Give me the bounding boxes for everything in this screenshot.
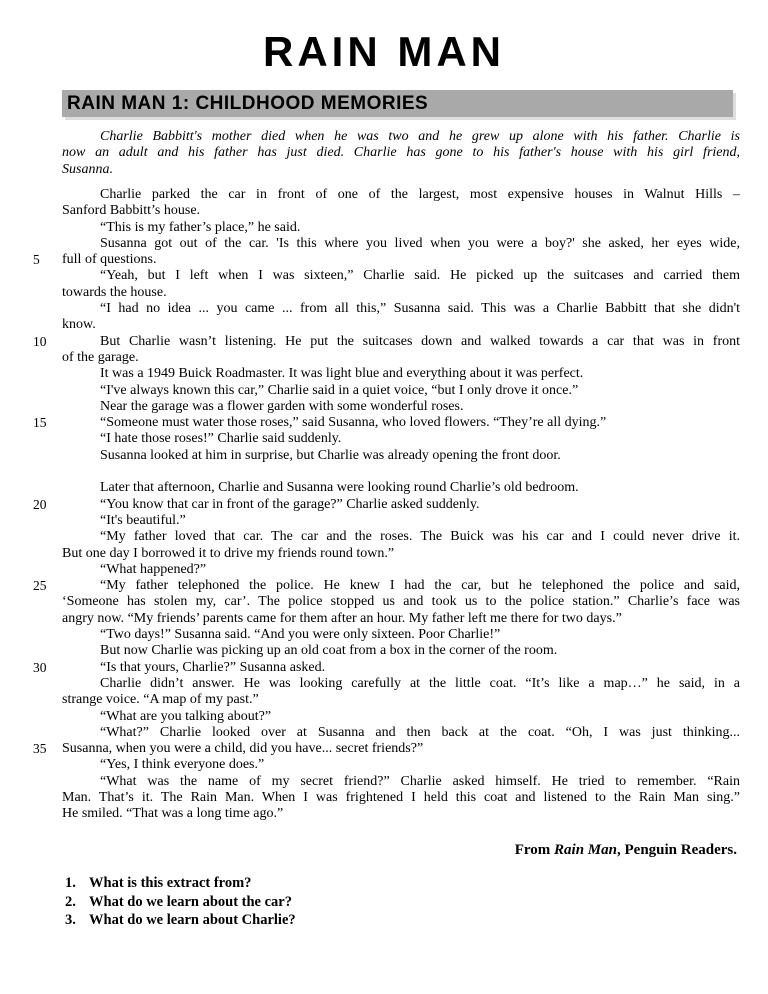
line-number: 10 (33, 333, 47, 349)
question-number: 3. (65, 912, 76, 929)
passage-line (62, 268, 740, 284)
question-text: What do we learn about Charlie? (89, 912, 296, 929)
source-attribution (62, 842, 737, 859)
passage-line-text: “My father telephoned the police. He knew I had the car, but he telephoned the police and said, (100, 578, 740, 594)
passage-line (62, 203, 740, 219)
passage-line (62, 513, 740, 529)
intro-line (62, 145, 740, 161)
passage-line-text: “It's beautiful.” (100, 512, 186, 528)
passage-line-text: “What happened?” (100, 561, 207, 577)
passage-line (62, 480, 740, 496)
passage-line (62, 774, 740, 790)
passage-line (62, 806, 740, 822)
passage-line (62, 709, 740, 725)
passage-line (62, 676, 740, 692)
question-text: What is this extract from? (89, 875, 252, 891)
passage-line (33, 252, 740, 268)
passage-line-text: know. (62, 317, 96, 333)
question-item (65, 893, 725, 912)
line-number: 30 (33, 659, 47, 675)
section-header-label: RAIN MAN 1: CHILDHOOD MEMORIES (67, 93, 429, 114)
passage-line-text: “Yes, I think everyone does.” (100, 757, 265, 773)
passage-line (62, 448, 740, 464)
passage-line (62, 546, 740, 562)
passage-line-text: “Is that yours, Charlie?” Susanna asked. (100, 659, 326, 675)
passage-line (33, 578, 740, 594)
passage-line (62, 757, 740, 773)
passage-line-text: But now Charlie was picking up an old coat from a box in the corner of the room. (100, 643, 558, 659)
passage-line-text: Later that afternoon, Charlie and Susanna were looking round Charlie’s old bedroom. (100, 480, 579, 496)
passage-line (62, 529, 740, 545)
passage-line (33, 659, 740, 676)
passage-line-text: Susanna looked at him in surprise, but Charlie was already opening the front door. (100, 447, 561, 463)
question-number: 1. (65, 875, 76, 891)
passage-line (62, 611, 740, 627)
line-number: 20 (33, 496, 47, 512)
passage-line-text: “Someone must water those roses,” said Susanna, who loved flowers. “They’re all dying.” (100, 415, 607, 431)
passage-line-text: “I've always known this car,” Charlie said in a quiet voice, “but I only drove it once.” (100, 382, 579, 398)
passage-line-text: Susanna, when you were a child, did you have... secret friends?” (62, 741, 424, 757)
passage-line (62, 464, 740, 480)
passage-line (62, 562, 740, 578)
passage-line-text: “What?” Charlie looked over at Susanna and then back at the coat. “Oh, I was just thinking... (100, 724, 740, 740)
passage-line-text: towards the house. (62, 284, 167, 300)
passage-line-text: He smiled. “That was a long time ago.” (62, 806, 284, 822)
passage-line (62, 790, 740, 806)
questions-list (65, 874, 725, 930)
passage-text (33, 187, 740, 823)
passage-line-text: But one day I borrowed it to drive my friends round town.” (62, 545, 395, 561)
section-header-banner (62, 90, 733, 117)
passage-line-text: But Charlie wasn’t listening. He put the suitcases down and walked towards a car that was in front (100, 333, 740, 349)
passage-line-text: angry now. “My friends’ parents came for them after an hour. My father left me there for two days.” (62, 610, 622, 626)
intro-line (62, 129, 740, 145)
passage-line-text: Charlie didn’t answer. He was looking carefully at the little coat. “It’s like a map…” he said, in a (100, 675, 740, 691)
passage-line-text: Susanna got out of the car. 'Is this where you lived when you were a boy?' she asked, her eyes wide, (100, 235, 740, 251)
passage-line (62, 187, 740, 203)
passage-line (62, 350, 740, 366)
passage-line-text: “Yeah, but I left when I was sixteen,” Charlie said. He picked up the suitcases and carried them (100, 268, 740, 284)
line-number: 35 (33, 741, 47, 757)
passage-line (62, 399, 740, 415)
question-item (65, 911, 725, 930)
passage-line-text: “Two days!” Susanna said. “And you were only sixteen. Poor Charlie!” (100, 627, 501, 643)
passage-line (33, 741, 740, 757)
passage-line-text: “This is my father’s place,” he said. (100, 219, 301, 235)
passage-line (62, 236, 740, 252)
intro-line-text: Charlie Babbitt's mother died when he was two and he grew up alone with his father. Charlie is (100, 129, 740, 144)
passage-line (62, 301, 740, 317)
line-number: 5 (33, 252, 40, 268)
page-title: RAIN MAN (263, 28, 505, 75)
passage-line-text: full of questions. (62, 252, 157, 268)
source-prefix: From (514, 842, 555, 858)
passage-line-text: Man. That’s it. The Rain Man. When I was frightened I held this coat and listened to the Rain Man sing.” (62, 789, 740, 805)
passage-line-text: “You know that car in front of the garage?” Charlie asked suddenly. (100, 496, 480, 512)
passage-line-text: ‘Someone has stolen my, car’. The police stopped us and took us to the police station.” Charlie’s face was (62, 594, 740, 610)
line-number: 15 (33, 415, 47, 431)
passage-line-text: of the garage. (62, 349, 139, 365)
passage-line (62, 285, 740, 301)
source-suffix: , Penguin Readers. (617, 842, 737, 858)
question-number: 2. (65, 893, 76, 910)
question-text: What do we learn about the car? (89, 893, 292, 910)
passage-line (62, 627, 740, 643)
passage-line-text: “I hate those roses!” Charlie said suddenly. (100, 431, 342, 447)
passage-line (33, 415, 740, 431)
passage-line (33, 333, 740, 350)
passage-line (62, 317, 740, 333)
passage-line (62, 366, 740, 382)
source-book-title: Rain Man (554, 842, 617, 858)
passage-line-text: Charlie parked the car in front of one of the largest, most expensive houses in Walnut Hills – (100, 187, 740, 202)
passage-line (62, 220, 740, 236)
passage-line-text: “What are you talking about?” (100, 708, 272, 724)
passage-line-text: “My father loved that car. The car and the roses. The Buick was his car and I could never drive it. (100, 529, 740, 545)
passage-line (62, 383, 740, 399)
line-number: 25 (33, 578, 47, 594)
intro-line-text: Susanna. (62, 161, 113, 177)
passage-line (62, 431, 740, 447)
passage-line-text: strange voice. “A map of my past.” (62, 692, 259, 708)
passage-line (62, 692, 740, 708)
passage-line (62, 643, 740, 659)
passage-line-text: Sanford Babbitt’s house. (62, 203, 201, 219)
passage-line (33, 496, 740, 513)
intro-paragraph (62, 129, 740, 178)
passage-line-text: Near the garage was a flower garden with some wonderful roses. (100, 398, 464, 414)
intro-line (62, 162, 740, 178)
passage-line-text: “I had no idea ... you came ... from all this,” Susanna said. This was a Charlie Babbitt that she didn't (100, 301, 740, 317)
question-item (65, 874, 725, 893)
passage-line-text: It was a 1949 Buick Roadmaster. It was light blue and everything about it was perfect. (100, 366, 584, 382)
passage-line (62, 725, 740, 741)
intro-line-text: now an adult and his father has just died. Charlie has gone to his father's house with his girl friend, (62, 145, 740, 161)
passage-line (62, 594, 740, 610)
passage-line-text: “What was the name of my secret friend?” Charlie asked himself. He tried to remember. “Rain (100, 773, 740, 789)
